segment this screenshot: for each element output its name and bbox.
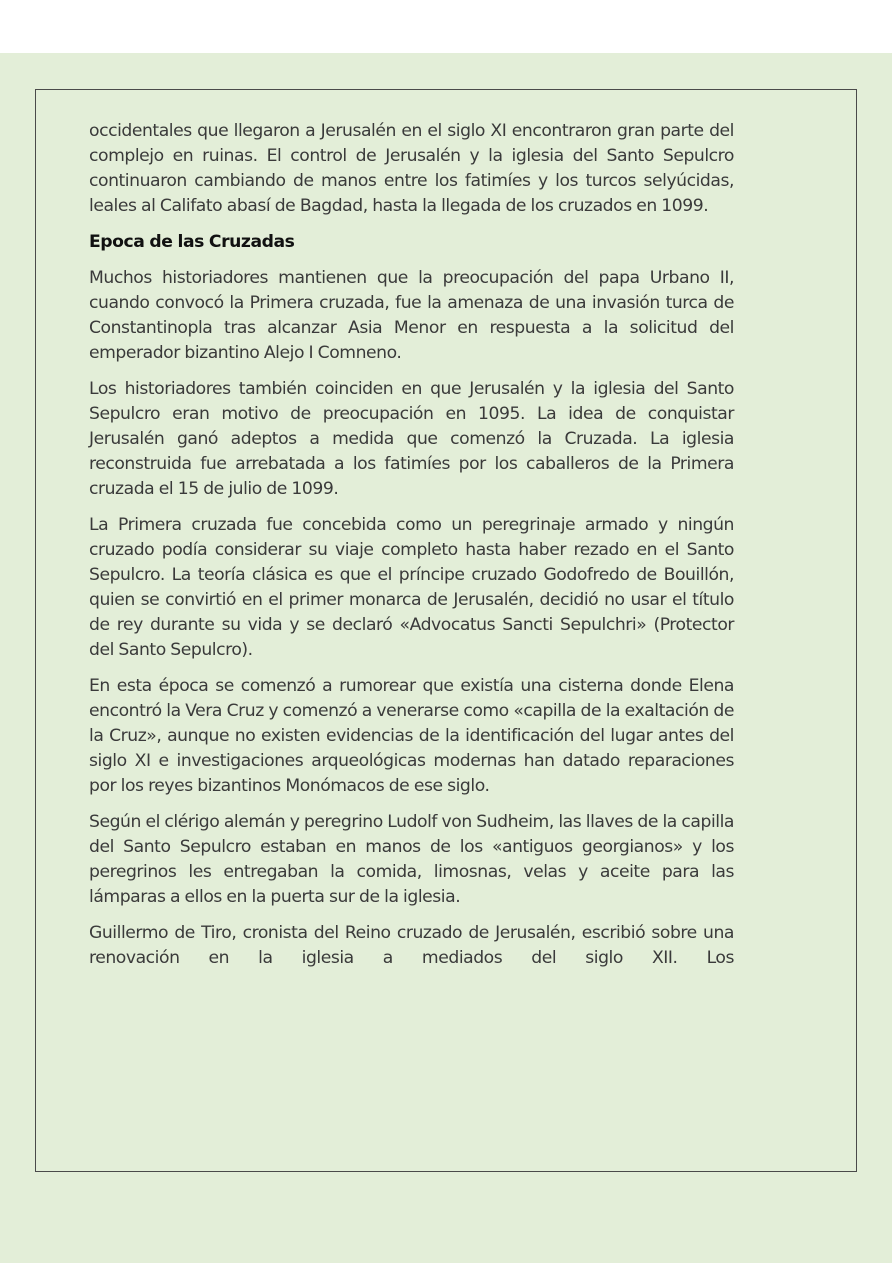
paragraph-intro: occidentales que llegaron a Jerusalén en el siglo XI encontraron gran parte del complejo en ruinas. El control de Jerusalén y la iglesia del Santo Sepulcro continuaron cambiando de manos entre los fatimíes y los turcos selyúcidas, leales al Califato abasí de Bagdad, hasta la llegada de los cruzados en 1099. [89,121,734,216]
document-page [0,53,892,1263]
paragraph-1: Muchos historiadores mantienen que la preocupación del papa Urbano II, cuando convocó la Primera cruzada, fue la amenaza de una invasión turca de Constantinopla tras alcanzar Asia Menor en respuesta a la solicitud del emperador bizantino Alejo I Comneno. [89,268,734,363]
section-heading: Epoca de las Cruzadas [89,232,295,252]
paragraph-3: La Primera cruzada fue concebida como un peregrinaje armado y ningún cruzado podía considerar su viaje completo hasta haber rezado en el Santo Sepulcro. La teoría clásica es que el príncipe cruzado Godofredo de Bouillón, quien se convirtió en el primer monarca de Jerusalén, decidió no usar el título de rey durante su vida y se declaró «Advocatus Sancti Sepulchri» (Protector del Santo Sepulcro). [89,515,734,660]
paragraph-5: Según el clérigo alemán y peregrino Ludolf von Sudheim, las llaves de la capilla del Santo Sepulcro estaban en manos de los «antiguos georgianos» y los peregrinos les entregaban la comida, limosnas, velas y aceite para las lámparas a ellos en la puerta sur de la iglesia. [89,812,734,907]
paragraph-4: En esta época se comenzó a rumorear que existía una cisterna donde Elena encontró la Vera Cruz y comenzó a venerarse como «capilla de la exaltación de la Cruz», aunque no existen evidencias de la identificación del lugar antes del siglo XI e investigaciones arqueológicas modernas han datado reparaciones por los reyes bizantinos Monómacos de ese siglo. [89,676,734,796]
paragraph-2: Los historiadores también coinciden en que Jerusalén y la iglesia del Santo Sepulcro eran motivo de preocupación en 1095. La idea de conquistar Jerusalén ganó adeptos a medida que comenzó la Cruzada. La iglesia reconstruida fue arrebatada a los fatimíes por los caballeros de la Primera cruzada el 15 de julio de 1099. [89,379,734,499]
paragraph-6: Guillermo de Tiro, cronista del Reino cruzado de Jerusalén, escribió sobre una renovación en la iglesia a mediados del siglo XII. Los [89,923,734,968]
text-body [89,119,734,982]
